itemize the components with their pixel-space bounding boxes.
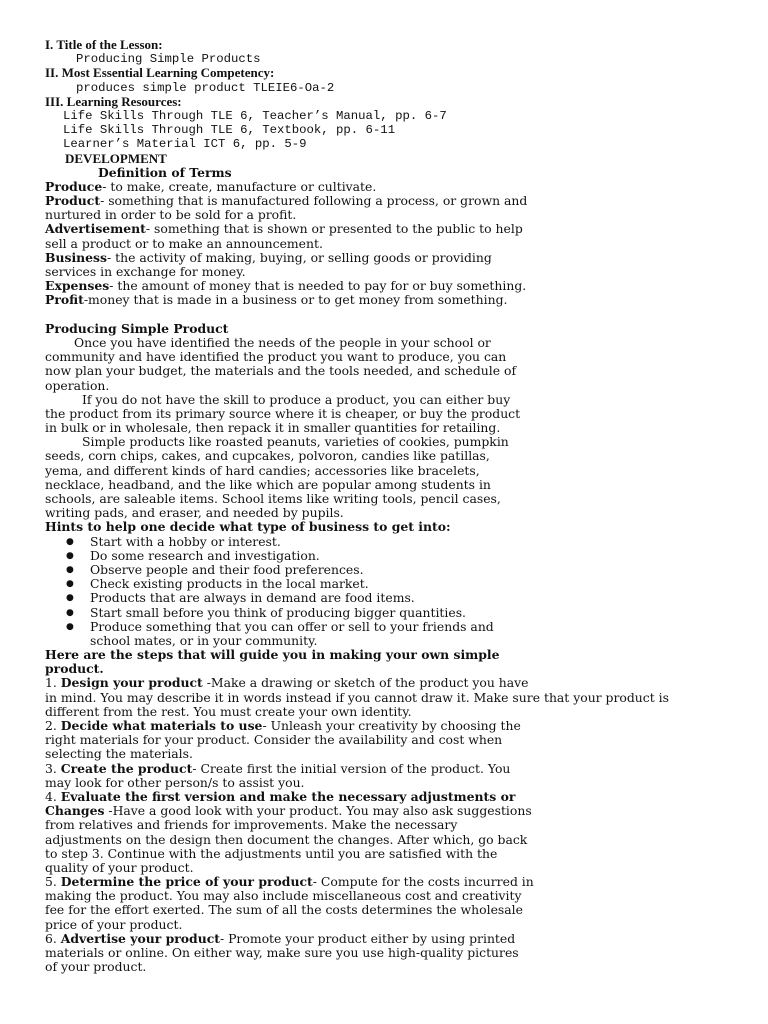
step-line: in mind. You may describe it in words instead if you cannot draw it. Make sure that your product is — [45, 689, 669, 705]
competency-value: produces simple product TLEIE6-Oa-2 — [76, 80, 335, 95]
step-text: - Create first the initial version of the product. You — [192, 760, 511, 776]
step-number: 3. — [45, 760, 61, 776]
section-heading: Producing Simple Product — [45, 320, 229, 336]
term-def: services in exchange for money. — [45, 264, 246, 279]
step-line: fee for the effort exerted. The sum of all the costs determines the wholesale — [45, 902, 523, 918]
hints-list — [45, 535, 725, 649]
resource-item: Life Skills Through TLE 6, Textbook, pp. 6-11 — [63, 123, 396, 138]
step-text: - Compute for the costs incurred in — [312, 874, 534, 890]
paragraph-line: seeds, corn chips, cakes, and cupcakes, polvoron, candies like patillas, — [45, 448, 490, 464]
step-line: from relatives and friends for improvements. Make the necessary — [45, 817, 458, 833]
list-item — [45, 577, 725, 591]
step-row — [45, 719, 725, 733]
list-item-text: school mates, or in your community. — [90, 632, 318, 648]
bullet-icon: ● — [66, 593, 74, 604]
term-word: Expenses — [45, 278, 110, 294]
term-row — [45, 279, 725, 293]
step-line: selecting the materials. — [45, 746, 193, 762]
resource-item: Life Skills Through TLE 6, Teacher’s Manual, pp. 6-7 — [63, 108, 447, 123]
paragraph-line: writing pads, and eraser, and needed by pupils. — [45, 505, 344, 521]
term-def: -money that is made in a business or to get money from something. — [83, 292, 508, 308]
list-item-text: Check existing products in the local market. — [90, 576, 369, 592]
term-def: nurtured in order to be sold for a profit. — [45, 207, 297, 223]
terms-list — [45, 180, 725, 308]
step-number: 2. — [45, 718, 61, 733]
steps-heading-cont: product. — [45, 661, 104, 677]
step-line: price of your product. — [45, 916, 183, 932]
term-word: Advertisement — [45, 221, 146, 237]
term-def: - to make, create, manufacture or cultivate. — [102, 178, 377, 194]
step-line: different from the rest. You must create your own identity. — [45, 703, 412, 719]
paragraph-line: necklace, headband, and the like which are popular among students in — [45, 476, 491, 492]
list-item-text: Produce something that you can offer or sell to your friends and — [90, 618, 494, 634]
step-title: Advertise your product — [60, 930, 220, 946]
bullet-icon: ● — [66, 550, 74, 561]
definition-heading: Definition of Terms — [98, 164, 232, 180]
list-item — [45, 606, 725, 620]
step-line: right materials for your product. Consider the availability and cost when — [45, 732, 503, 748]
step-number: 6. — [45, 930, 61, 946]
resources-heading: III. Learning Resources: — [45, 93, 182, 109]
bullet-icon: ● — [66, 579, 74, 590]
step-row — [45, 762, 725, 776]
paragraph-line: yema, and different kinds of hard candies; accessories like bracelets, — [45, 462, 480, 478]
paragraph-line: schools, are saleable items. School items like writing tools, pencil cases, — [45, 491, 501, 506]
term-row — [45, 208, 725, 222]
step-title: Design your product — [60, 675, 203, 691]
list-item-text: Products that are always in demand are food items. — [90, 590, 415, 606]
steps-heading: Here are the steps that will guide you in making your own simple — [45, 647, 500, 663]
paragraph-line: the product from its primary source where it is cheaper, or buy the product — [45, 405, 521, 421]
paragraph-line: If you do not have the skill to produce a product, you can either buy — [82, 391, 511, 407]
step-text: -Make a drawing or sketch of the product you have — [202, 675, 529, 691]
steps-list — [45, 676, 725, 974]
term-def: sell a product or to make an announcement. — [45, 235, 323, 251]
step-row — [45, 875, 725, 889]
list-item — [45, 535, 725, 549]
step-number: 1. — [45, 675, 61, 691]
step-title: Create the product — [60, 760, 193, 776]
list-item-text: Do some research and investigation. — [90, 547, 320, 563]
development-heading: DEVELOPMENT — [65, 150, 167, 166]
title-heading: I. Title of the Lesson: — [45, 37, 163, 52]
term-word: Business — [45, 249, 108, 265]
step-title: Evaluate the first version and make the necessary adjustments or — [60, 788, 516, 804]
step-number: 5. — [45, 874, 61, 890]
term-def: - the activity of making, buying, or selling goods or providing — [107, 249, 492, 265]
step-title: Changes — [45, 803, 105, 819]
term-def: - the amount of money that is needed to pay for or buy something. — [109, 278, 527, 294]
step-line: making the product. You may also include miscellaneous cost and creativity — [45, 888, 522, 904]
term-row — [45, 237, 725, 251]
term-word: Produce — [45, 178, 103, 194]
bullet-icon: ● — [66, 607, 74, 618]
title-value: Producing Simple Products — [76, 52, 261, 67]
bullet-icon: ● — [66, 536, 74, 547]
bullet-icon: ● — [66, 621, 74, 632]
list-item-continuation — [45, 634, 725, 648]
step-text: -Have a good look with your product. You may also ask suggestions — [104, 803, 532, 819]
step-row — [45, 804, 725, 818]
term-word: Product — [45, 193, 101, 209]
list-item — [45, 620, 725, 634]
list-item — [45, 591, 725, 605]
step-line: adjustments on the design then document the changes. After which, go back — [45, 831, 528, 847]
step-row — [45, 676, 725, 690]
list-item-text: Start with a hobby or interest. — [90, 533, 281, 549]
paragraph-line: operation. — [45, 377, 110, 393]
list-item-text: Observe people and their food preferences. — [90, 561, 364, 577]
step-line: quality of your product. — [45, 859, 194, 875]
term-def: - something that is manufactured following a process, or grown and — [100, 193, 528, 209]
term-row — [45, 194, 725, 208]
paragraph-line: Once you have identified the needs of the people in your school or — [74, 334, 491, 350]
step-title: Determine the price of your product — [60, 874, 313, 890]
resource-item: Learner’s Material ICT 6, pp. 5-9 — [63, 137, 307, 152]
step-text: - Promote your product either by using printed — [219, 930, 516, 946]
term-row — [45, 251, 725, 265]
paragraph-line: Simple products like roasted peanuts, varieties of cookies, pumpkin — [82, 434, 509, 450]
competency-heading: II. Most Essential Learning Competency: — [45, 65, 275, 81]
paragraph-line: in bulk or in wholesale, then repack it in smaller quantities for retailing. — [45, 420, 501, 436]
step-number: 4. — [45, 788, 61, 804]
step-row — [45, 790, 725, 804]
bullet-icon: ● — [66, 564, 74, 575]
hints-heading: Hints to help one decide what type of business to get into: — [45, 519, 451, 535]
document-page — [45, 38, 725, 974]
step-line: of your product. — [45, 959, 147, 975]
step-row — [45, 932, 725, 946]
list-item-text: Start small before you think of producing bigger quantities. — [90, 604, 466, 620]
term-row — [45, 180, 725, 194]
term-def: - something that is shown or presented to the public to help — [145, 221, 523, 237]
list-item — [45, 563, 725, 577]
step-line: may look for other person/s to assist you. — [45, 774, 305, 790]
step-title: Decide what materials to use — [60, 718, 263, 733]
term-word: Profit — [45, 292, 84, 308]
spacer — [45, 308, 725, 322]
term-row — [45, 222, 725, 236]
step-line: materials or online. On either way, make sure you use high-quality pictures — [45, 945, 519, 960]
step-text: - Unleash your creativity by choosing the — [262, 718, 521, 733]
paragraph-line: community and have identified the product you want to produce, you can — [45, 349, 507, 365]
step-line: to step 3. Continue with the adjustments until you are satisfied with the — [45, 845, 498, 861]
list-item — [45, 549, 725, 563]
term-row — [45, 265, 725, 279]
term-row — [45, 293, 725, 307]
paragraph-line: now plan your budget, the materials and the tools needed, and schedule of — [45, 363, 517, 379]
